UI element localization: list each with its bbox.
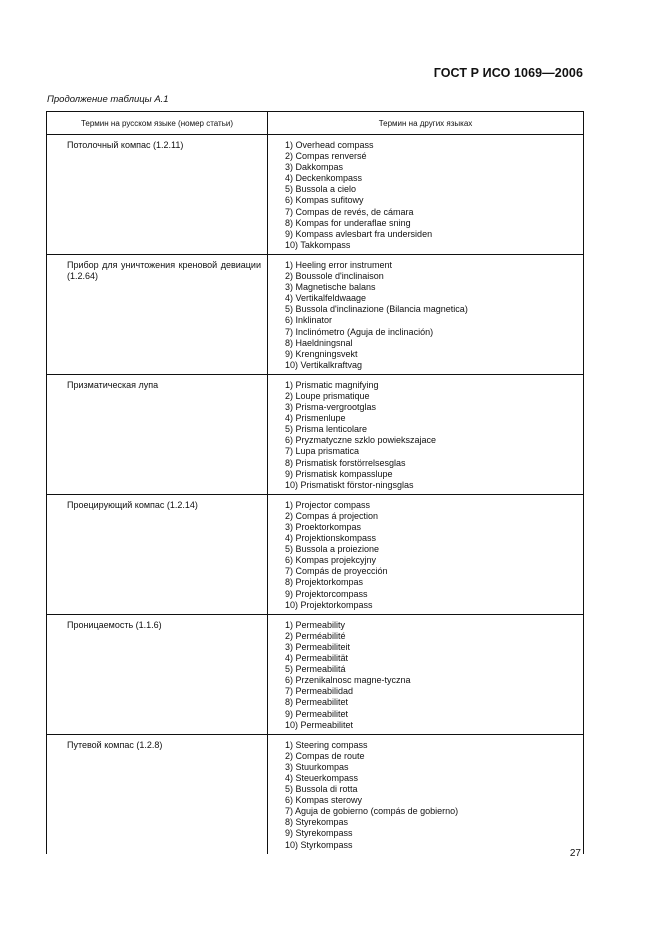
table-row bbox=[47, 494, 584, 614]
foreign-term-item: 5) Prisma lenticolare bbox=[285, 424, 368, 435]
foreign-term-item: 8) Permeabilitet bbox=[285, 697, 349, 708]
foreign-terms-cell bbox=[268, 135, 584, 255]
foreign-term-item: 8) Kompas for underaflae sning bbox=[285, 217, 411, 228]
foreign-terms-list bbox=[268, 615, 583, 734]
foreign-term-item: 3) Prisma-vergrootglas bbox=[285, 402, 377, 413]
foreign-term-item: 10) Takkompass bbox=[285, 239, 351, 250]
foreign-term-item: 6) Przenikalnosc magne-tyczna bbox=[285, 675, 411, 686]
document-code: ГОСТ Р ИСО 1069—2006 bbox=[433, 66, 583, 80]
foreign-term-item: 2) Compas á projection bbox=[285, 510, 379, 521]
foreign-term-item: 2) Compas de route bbox=[285, 750, 365, 761]
foreign-terms-list bbox=[268, 255, 583, 374]
foreign-term-item: 7) Aguja de gobierno (compás de gobierno) bbox=[285, 806, 459, 817]
foreign-term-item: 3) Magnetische balans bbox=[285, 282, 376, 293]
foreign-term-item: 10) Projektorkompass bbox=[285, 599, 373, 610]
russian-term-cell bbox=[47, 254, 268, 374]
foreign-term-item: 7) Compás de proyección bbox=[285, 566, 388, 577]
table-caption: Продолжение таблицы А.1 bbox=[47, 94, 169, 105]
foreign-terms-cell bbox=[268, 734, 584, 853]
column-header-russian: Термин на русском языке (номер статьи) bbox=[47, 112, 268, 135]
foreign-terms-cell bbox=[268, 254, 584, 374]
table-header-row bbox=[47, 112, 584, 135]
foreign-term-item: 1) Projector compass bbox=[285, 499, 371, 510]
foreign-term-item: 4) Prismenlupe bbox=[285, 413, 346, 424]
foreign-term-item: 3) Dakkompas bbox=[285, 162, 344, 173]
foreign-term-item: 10) Prismatiskt förstor-ningsglas bbox=[285, 479, 414, 490]
foreign-term-item: 5) Permeabilitá bbox=[285, 664, 346, 675]
foreign-term-item: 4) Deckenkompass bbox=[285, 173, 363, 184]
foreign-term-item: 2) Compas renversé bbox=[285, 151, 367, 162]
column-header-other-languages: Термин на других языках bbox=[268, 112, 584, 135]
foreign-terms-list bbox=[268, 135, 583, 254]
foreign-term-item: 6) Pryzmatyczne szklo powiekszajace bbox=[285, 435, 437, 446]
foreign-term-item: 9) Krengningsvekt bbox=[285, 348, 358, 359]
foreign-term-item: 9) Prismatisk kompasslupe bbox=[285, 468, 393, 479]
foreign-term-item: 2) Loupe prismatique bbox=[285, 390, 370, 401]
foreign-term-item: 4) Permeabilität bbox=[285, 653, 349, 664]
russian-term-cell bbox=[47, 734, 268, 853]
foreign-terms-cell bbox=[268, 614, 584, 734]
foreign-term-item: 9) Projektorcompass bbox=[285, 588, 368, 599]
foreign-term-item: 6) Kompas sterowy bbox=[285, 795, 363, 806]
foreign-term-item: 8) Prismatisk forstörrelsesglas bbox=[285, 457, 406, 468]
foreign-term-item: 5) Bussola a proiezione bbox=[285, 544, 380, 555]
foreign-terms-cell bbox=[268, 494, 584, 614]
foreign-term-item: 3) Proektorkompas bbox=[285, 522, 362, 532]
foreign-terms-list bbox=[268, 495, 583, 614]
russian-term-cell bbox=[47, 135, 268, 255]
foreign-term-item: 8) Haeldningsnal bbox=[285, 337, 353, 348]
foreign-term-item: 4) Projektionskompass bbox=[285, 533, 377, 544]
foreign-term-item: 10) Permeabilitet bbox=[285, 719, 354, 730]
table-row bbox=[47, 254, 584, 374]
foreign-term-item: 4) Vertikalfeldwaage bbox=[285, 293, 367, 304]
foreign-term-item: 1) Permeability bbox=[285, 619, 346, 630]
foreign-term-item: 7) Compas de revés, de cámara bbox=[285, 206, 414, 217]
foreign-term-item: 2) Perméabilité bbox=[285, 630, 346, 641]
foreign-term-item: 6) Kompas projekcyjny bbox=[285, 555, 377, 566]
foreign-term-item: 1) Heeling error instrument bbox=[285, 259, 393, 270]
foreign-term-item: 4) Steuerkompass bbox=[285, 772, 359, 783]
foreign-term-item: 1) Overhead compass bbox=[285, 140, 374, 150]
russian-term: Прибор для уничтожения креновой девиации (1.2.64) bbox=[67, 259, 261, 282]
foreign-term-item: 2) Boussole d'inclinaison bbox=[285, 271, 384, 282]
foreign-term-item: 9) Styrekompass bbox=[285, 828, 353, 839]
table-row bbox=[47, 374, 584, 494]
foreign-term-item: 7) Permeabilidad bbox=[285, 686, 354, 697]
foreign-term-item: 10) Vertikalkraftvag bbox=[285, 359, 363, 370]
foreign-term-item: 7) Inclinómetro (Aguja de inclinación) bbox=[285, 326, 434, 337]
russian-term-cell bbox=[47, 374, 268, 494]
foreign-term-item: 5) Bussola di rotta bbox=[285, 784, 358, 795]
terms-table bbox=[46, 111, 584, 854]
russian-term-cell bbox=[47, 494, 268, 614]
russian-term: Призматическая лупа bbox=[67, 379, 159, 390]
foreign-term-item: 6) Inklinator bbox=[285, 315, 333, 326]
russian-term-cell bbox=[47, 614, 268, 734]
foreign-term-item: 8) Projektorkompas bbox=[285, 577, 364, 588]
page-number: 27 bbox=[569, 848, 581, 859]
table-row bbox=[47, 734, 584, 853]
foreign-terms-cell bbox=[268, 374, 584, 494]
foreign-term-item: 1) Steering compass bbox=[285, 739, 368, 750]
russian-term: Проецирующий компас (1.2.14) bbox=[67, 499, 198, 510]
foreign-term-item: 9) Kompass avlesbart fra undersiden bbox=[285, 228, 433, 239]
foreign-term-item: 7) Lupa prismatica bbox=[285, 446, 360, 457]
russian-term: Проницаемость (1.1.6) bbox=[67, 619, 162, 630]
russian-term: Потолочный компас (1.2.11) bbox=[67, 140, 184, 150]
foreign-term-item: 5) Bussola d'inclinazione (Bilancia magnetica) bbox=[285, 304, 468, 315]
foreign-term-item: 5) Bussola a cielo bbox=[285, 184, 357, 195]
foreign-term-item: 6) Kompas sufitowy bbox=[285, 195, 364, 206]
russian-term: Путевой компас (1.2.8) bbox=[67, 739, 163, 750]
foreign-term-item: 3) Permeabiliteit bbox=[285, 641, 351, 652]
table-row bbox=[47, 614, 584, 734]
foreign-term-item: 8) Styrekompas bbox=[285, 817, 349, 828]
foreign-terms-list bbox=[268, 375, 583, 494]
table-row bbox=[47, 135, 584, 255]
foreign-term-item: 10) Styrkompass bbox=[285, 839, 353, 850]
foreign-term-item: 1) Prismatic magnifying bbox=[285, 379, 379, 390]
foreign-term-item: 9) Permeabilitet bbox=[285, 708, 349, 719]
foreign-term-item: 3) Stuurkompas bbox=[285, 761, 349, 772]
foreign-terms-list bbox=[268, 735, 583, 854]
